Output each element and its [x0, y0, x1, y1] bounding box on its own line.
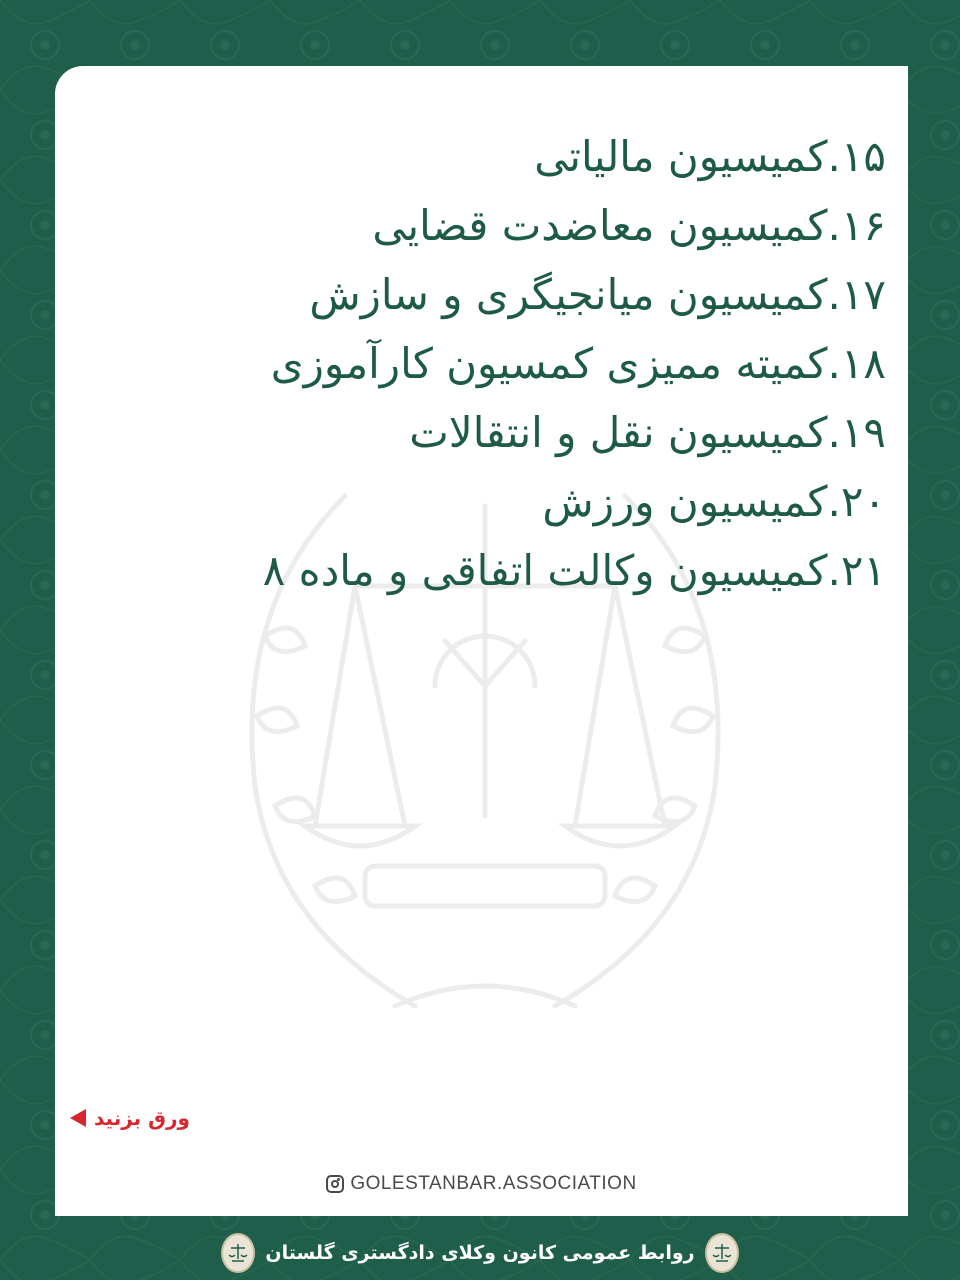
- committee-item: ۱۷.کمیسیون میانجیگری و سازش: [309, 270, 886, 319]
- committee-item: ۱۸.کمیته ممیزی کمسیون کارآموزی: [270, 339, 886, 388]
- instagram-handle[interactable]: [55, 1173, 908, 1195]
- instagram-icon: [326, 1175, 344, 1193]
- swipe-hint-label: ورق بزنید: [94, 1106, 190, 1130]
- emblem-logo: [221, 1233, 255, 1273]
- footer: [0, 1225, 960, 1280]
- committee-item: ۲۱.کمیسیون وکالت اتفاقی و ماده ۸: [262, 546, 886, 595]
- committee-item: ۲۰.کمیسیون ورزش: [542, 477, 886, 526]
- committee-list: [66, 122, 886, 605]
- swipe-hint[interactable]: [70, 1106, 190, 1130]
- emblem-logo: [705, 1233, 739, 1273]
- emblem-logo-icon: [712, 1241, 732, 1265]
- committee-item: ۱۶.کمیسیون معاضدت قضایی: [372, 201, 886, 250]
- emblem-logo-icon: [228, 1241, 248, 1265]
- committee-item: ۱۵.کمیسیون مالیاتی: [534, 132, 886, 181]
- arrow-left-icon: [70, 1109, 86, 1127]
- footer-text: روابط عمومی کانون وکلای دادگستری گلستان: [265, 1241, 695, 1264]
- content-card: [55, 66, 908, 1216]
- committee-item: ۱۹.کمیسیون نقل و انتقالات: [409, 408, 886, 457]
- instagram-handle-text: GOLESTANBAR.ASSOCIATION: [350, 1173, 637, 1194]
